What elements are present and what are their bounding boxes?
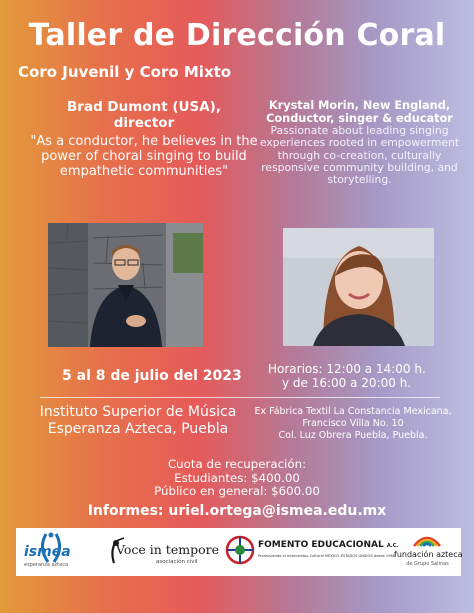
fee-heading: Cuota de recuperación: [167, 457, 307, 471]
fee-students: Estudiantes: $400.00 [174, 470, 300, 485]
left-presenter-photo [48, 223, 203, 347]
venue-line1: Instituto Superior de Música [39, 404, 237, 420]
fomento-logo-suffix: A.C. [386, 543, 399, 549]
fundacion-azteca-logo [394, 528, 461, 576]
venue-address [248, 406, 458, 442]
azteca-rainbow-icon [412, 532, 442, 548]
address-line2: Francisco Villa No. 10 [302, 418, 404, 429]
venue-name [38, 404, 238, 438]
woman-portrait-image [283, 228, 434, 346]
ismea-logo [16, 528, 98, 576]
event-hours-line1: Horarios: 12:00 a 14:00 h. [268, 362, 426, 376]
left-presenter-role: director [113, 115, 175, 131]
poster-subtitle: Coro Juvenil y Coro Mixto [18, 63, 232, 81]
sponsor-logo-bar [16, 528, 461, 576]
left-presenter-quote: "As a conductor, he believes in the power of choral singing to build empathetic communities" [30, 134, 258, 179]
right-presenter-name: Krystal Morin, New England, [268, 99, 451, 112]
event-hours-line2: y de 16:00 a 20:00 h. [282, 376, 412, 390]
fomento-logo-subtext: Promoviendo el Intercambio Cultural MÉXICO-ESTADOS UNIDOS desde 1968 [258, 554, 396, 558]
fomento-educacional-logo [222, 528, 399, 576]
left-presenter-name: Brad Dumont (USA), [67, 99, 221, 115]
right-presenter-photo [283, 228, 434, 346]
fomento-logo-text [258, 540, 398, 550]
voce-logo-subtext: asociación civil [156, 559, 198, 565]
event-date: 5 al 8 de julio del 2023 [62, 368, 242, 384]
contact-email: Informes: uriel.ortega@ismea.edu.mx [87, 503, 387, 519]
address-line1: Ex Fábrica Textil La Constancia Mexicana, [254, 406, 452, 417]
fee-info [0, 458, 474, 499]
voce-logo-text: Voce in tempore [116, 542, 219, 557]
fomento-logo-main: FOMENTO EDUCACIONAL [258, 540, 384, 550]
event-hours [268, 362, 426, 390]
azteca-logo-subtext: de Grupo Salinas [406, 561, 449, 567]
right-presenter [257, 99, 462, 186]
left-presenter [28, 99, 260, 179]
ismea-logo-text: ismea [24, 544, 71, 560]
fee-public: Público en general: $600.00 [154, 484, 320, 498]
fomento-globe-icon [224, 534, 256, 566]
venue-line2: Esperanza Azteca, Puebla [47, 421, 229, 437]
voce-in-tempore-logo [102, 528, 218, 576]
section-divider [40, 397, 440, 398]
poster-title: Taller de Dirección Coral [28, 18, 446, 53]
address-line3: Col. Luz Obrera Puebla, Puebla. [278, 430, 428, 441]
ismea-logo-subtext: esperanza azteca [24, 562, 69, 568]
right-presenter-role: Conductor, singer & educator [266, 112, 453, 125]
right-presenter-description: Passionate about leading singing experiences rooted in empowerment through co-creation, culturally responsive community building, and storytelling. [259, 124, 460, 187]
azteca-logo-text: fundación azteca [394, 550, 463, 559]
man-portrait-image [48, 223, 203, 347]
